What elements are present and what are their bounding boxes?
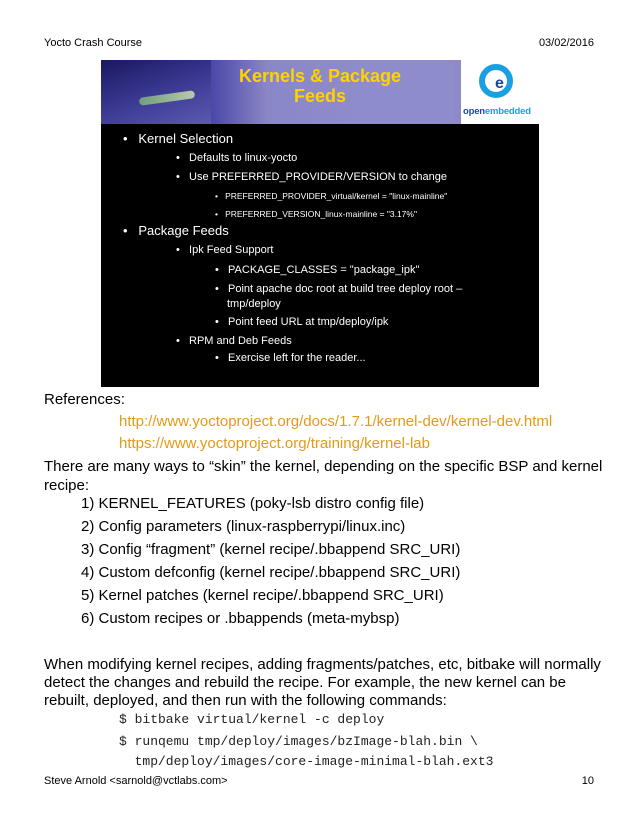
header-title: Yocto Crash Course bbox=[44, 37, 143, 49]
openembedded-logo bbox=[461, 60, 539, 124]
paragraph-line: rebuilt, deployed, and then run with the following commands: bbox=[44, 692, 447, 709]
slide-bullet: • Package Feeds bbox=[123, 223, 229, 238]
slide-bullet: • Point feed URL at tmp/deploy/ipk bbox=[215, 316, 389, 328]
page-number: 10 bbox=[581, 775, 594, 787]
slide-title-line1: Kernels & Package bbox=[238, 66, 402, 86]
method-item: 2) Config parameters (linux-raspberrypi/linux.inc) bbox=[81, 518, 406, 535]
command-line: tmp/deploy/images/core-image-minimal-blah.ext3 bbox=[119, 754, 494, 769]
command-line: $ runqemu tmp/deploy/images/bzImage-blah.bin \ bbox=[119, 734, 478, 749]
slide-title bbox=[211, 66, 429, 106]
slide-bullet: • PREFERRED_PROVIDER_virtual/kernel = "linux-mainline" bbox=[215, 191, 448, 201]
openembedded-e-icon: e bbox=[479, 64, 513, 98]
slide-bullet: • Point apache doc root at build tree deploy root – bbox=[215, 283, 463, 295]
method-item: 5) Kernel patches (kernel recipe/.bbappend SRC_URI) bbox=[81, 587, 444, 604]
slide-bullet: • Use PREFERRED_PROVIDER/VERSION to change bbox=[176, 171, 448, 183]
slide-bullet: • Exercise left for the reader... bbox=[215, 352, 366, 364]
paragraph-line: detect the changes and rebuild the recipe. For example, the new kernel can be bbox=[44, 674, 566, 691]
slide-bullet: • RPM and Deb Feeds bbox=[176, 335, 292, 347]
reference-link[interactable]: https://www.yoctoproject.org/training/kernel-lab bbox=[119, 435, 430, 452]
slide-bullet: • PACKAGE_CLASSES = "package_ipk" bbox=[215, 264, 420, 276]
slide-bullet-continuation: tmp/deploy bbox=[227, 298, 281, 310]
intro-line: recipe: bbox=[44, 477, 90, 494]
slide-bullet: • PREFERRED_VERSION_linux-mainline = "3.17%" bbox=[215, 209, 417, 219]
slide-bullet: • Ipk Feed Support bbox=[176, 244, 274, 256]
paragraph-line: When modifying kernel recipes, adding fragments/patches, etc, bitbake will normally bbox=[44, 656, 601, 673]
intro-line: There are many ways to “skin” the kernel, depending on the specific BSP and kernel bbox=[44, 458, 603, 475]
method-item: 1) KERNEL_FEATURES (poky-lsb distro config file) bbox=[81, 495, 425, 512]
yocto-banner-graphic bbox=[101, 60, 211, 124]
command-line: $ bitbake virtual/kernel -c deploy bbox=[119, 712, 385, 727]
slide-image bbox=[101, 60, 539, 387]
footer-author: Steve Arnold <sarnold@vctlabs.com> bbox=[44, 775, 228, 787]
openembedded-logo-text: openembedded bbox=[463, 106, 531, 117]
method-item: 3) Config “fragment” (kernel recipe/.bbappend SRC_URI) bbox=[81, 541, 461, 558]
slide-title-line2: Feeds bbox=[293, 86, 347, 106]
header-date: 03/02/2016 bbox=[538, 37, 594, 49]
slide-bullet: • Defaults to linux-yocto bbox=[176, 152, 298, 164]
method-item: 4) Custom defconfig (kernel recipe/.bbappend SRC_URI) bbox=[81, 564, 461, 581]
method-item: 6) Custom recipes or .bbappends (meta-mybsp) bbox=[81, 610, 400, 627]
slide-bullet: • Kernel Selection bbox=[123, 131, 234, 146]
references-label: References: bbox=[44, 391, 125, 408]
reference-link[interactable]: http://www.yoctoproject.org/docs/1.7.1/kernel-dev/kernel-dev.html bbox=[119, 413, 553, 430]
